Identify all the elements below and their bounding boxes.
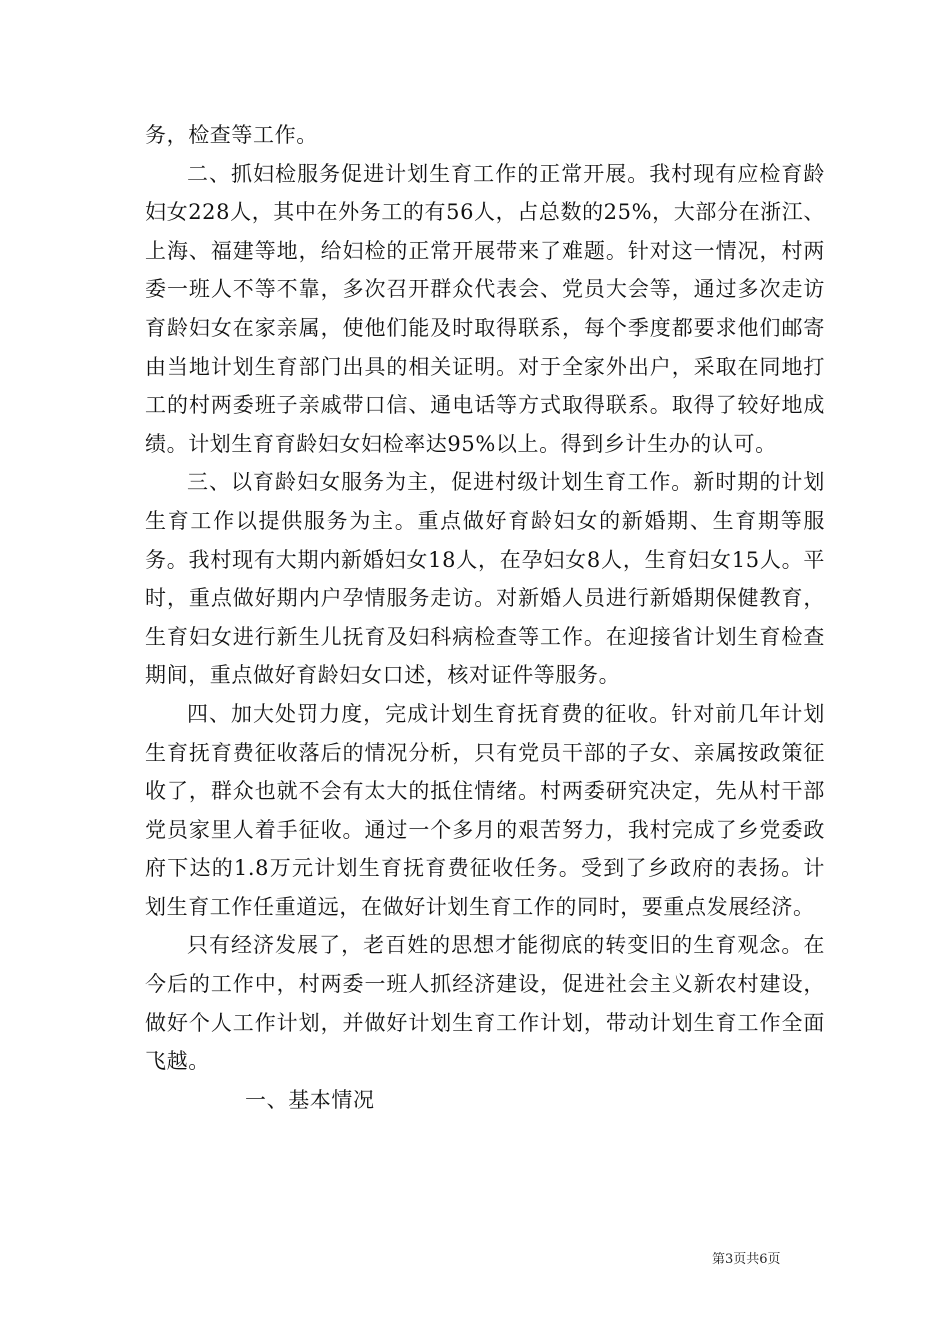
section-heading-basic-situation: 一、基本情况 (245, 1087, 375, 1112)
paragraph-section-four: 四、加大处罚力度，完成计划生育抚育费的征收。针对前几年计划生育抚育费征收落后的情况分析，只有党员干部的子女、亲属按政策征收了，群众也就不会有太大的抵住情绪。村两委研究决定，先从村干部党员家里人着手征收。通过一个多月的艰苦努力，我村完成了乡党委政府下达的1.8万元计划生育抚育费征收任务。受到了乡政府的表扬。计划生育工作任重道远，在做好计划生育工作的同时，要重点发展经济。 (145, 701, 825, 919)
page-number-footer: 第3页共6页 (712, 1252, 781, 1267)
paragraph-section-three: 三、以育龄妇女服务为主，促进村级计划生育工作。新时期的计划生育工作以提供服务为主。重点做好育龄妇女的新婚期、生育期等服务。我村现有大期内新婚妇女18人，在孕妇女8人，生育妇女15人。平时，重点做好期内户孕情服务走访。对新婚人员进行新婚期保健教育，生育妇女进行新生儿抚育及妇科病检查等工作。在迎接省计划生育检查期间，重点做好育龄妇女口述，核对证件等服务。 (145, 470, 825, 688)
paragraph-conclusion: 只有经济发展了，老百姓的思想才能彻底的转变旧的生育观念。在今后的工作中，村两委一班人抓经济建设，促进社会主义新农村建设，做好个人工作计划，并做好计划生育工作计划，带动计划生育工作全面飞越。 (145, 933, 825, 1074)
document-body (145, 116, 825, 1119)
paragraph-continuation: 务，检查等工作。 (145, 123, 318, 147)
paragraph-section-two: 二、抓妇检服务促进计划生育工作的正常开展。我村现有应检育龄妇女228人，其中在外务工的有56人，占总数的25%，大部分在浙江、上海、福建等地，给妇检的正常开展带来了难题。针对这一情况，村两委一班人不等不靠，多次召开群众代表会、党员大会等，通过多次走访育龄妇女在家亲属，使他们能及时取得联系，每个季度都要求他们邮寄由当地计划生育部门出具的相关证明。对于全家外出户，采取在同地打工的村两委班子亲戚带口信、通电话等方式取得联系。取得了较好地成绩。计划生育育龄妇女妇检率达95%以上。得到乡计生办的认可。 (145, 161, 825, 456)
